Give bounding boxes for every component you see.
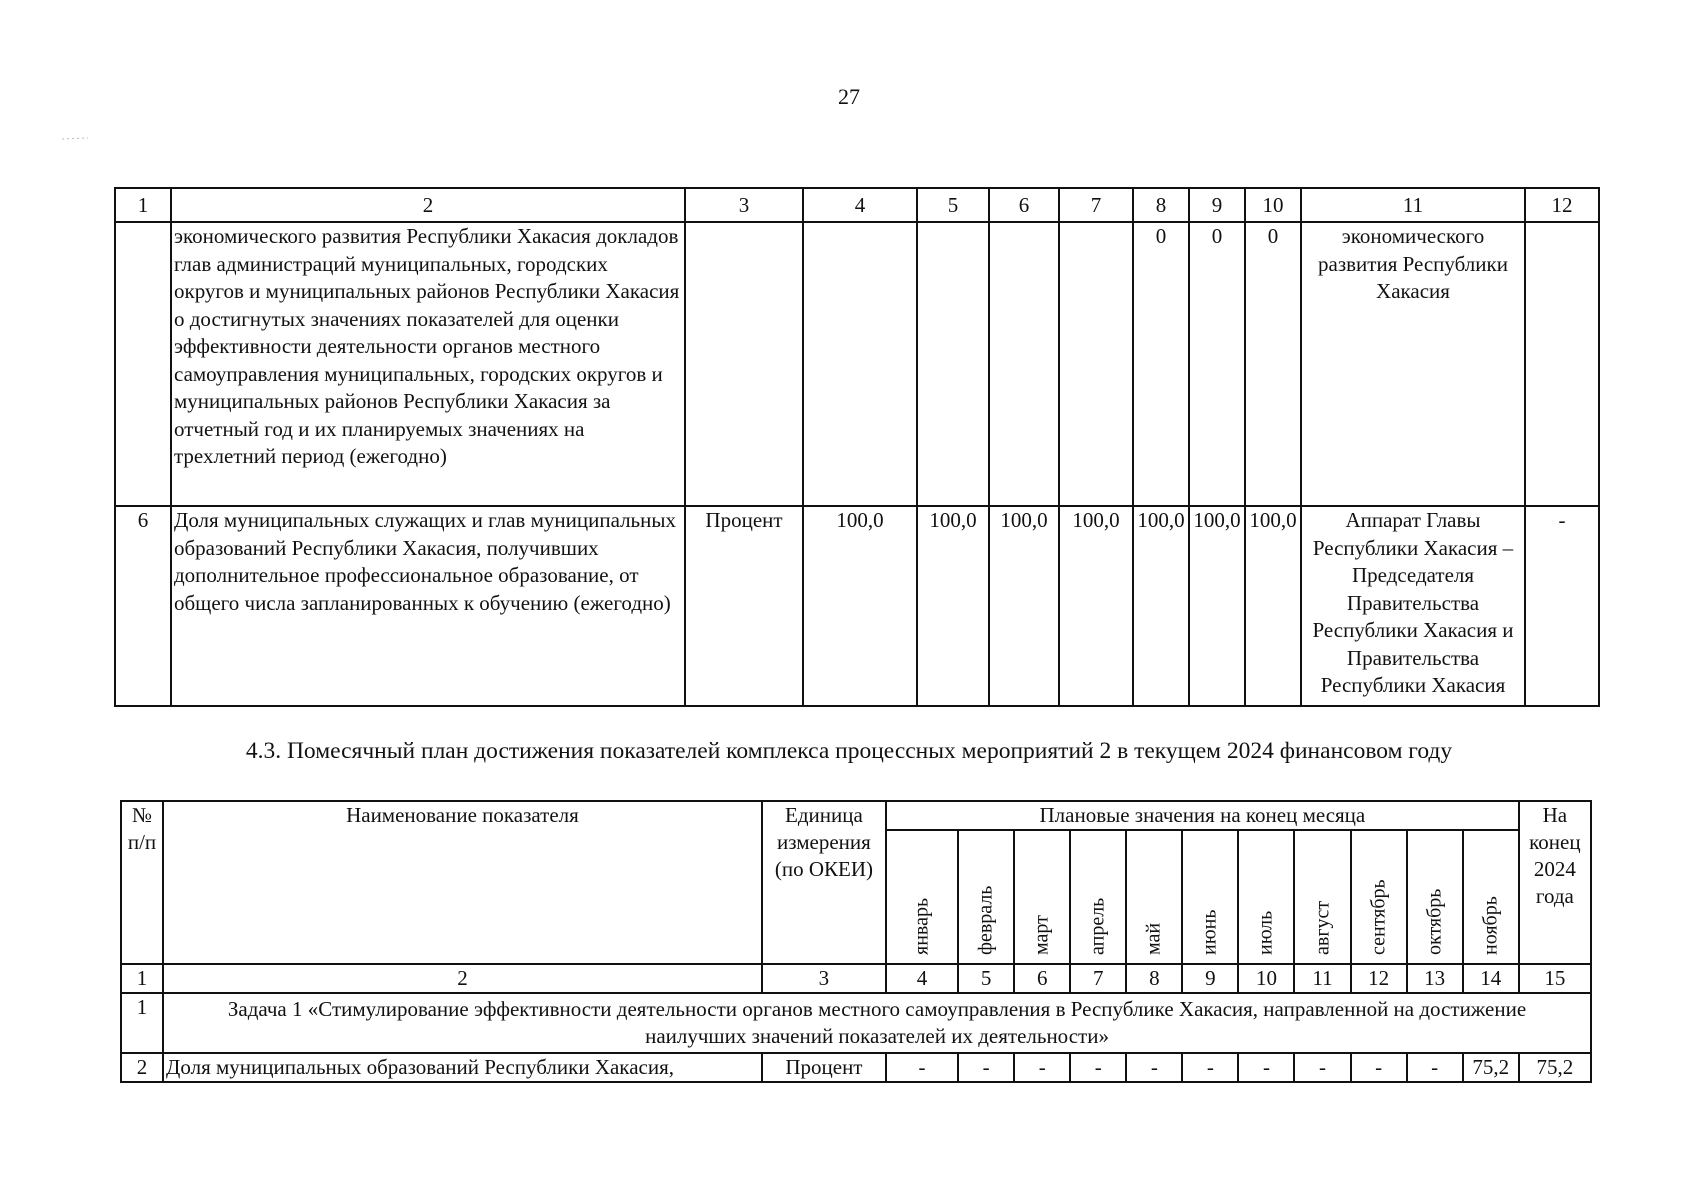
value: 100,0 [803, 506, 917, 706]
table-row [115, 506, 1599, 706]
col-index: 3 [685, 188, 803, 222]
table-row [121, 1053, 1591, 1082]
month-label: февраль [974, 885, 997, 955]
indicator-name: Доля муниципальных образований Республики Хакасия, [163, 1053, 762, 1082]
month-header [1351, 830, 1407, 964]
month-value: - [1070, 1053, 1126, 1082]
col-index: 6 [1014, 964, 1070, 993]
col-index: 10 [1238, 964, 1294, 993]
value: 100,0 [1245, 506, 1301, 706]
value [989, 222, 1059, 506]
col-index: 11 [1301, 188, 1525, 222]
col-index: 10 [1245, 188, 1301, 222]
row-number: 2 [121, 1053, 163, 1082]
month-label: ноябрь [1479, 896, 1502, 955]
unit [685, 222, 803, 506]
month-label: июль [1254, 910, 1277, 955]
month-label: май [1142, 922, 1165, 955]
col-index: 9 [1189, 188, 1245, 222]
col-index: 14 [1463, 964, 1519, 993]
col-index: 5 [958, 964, 1014, 993]
col-index: 7 [1070, 964, 1126, 993]
col-index: 8 [1126, 964, 1182, 993]
col-plan-header: Плановые значения на конец месяца [886, 801, 1519, 830]
col-end-header: На конец 2024 года [1519, 801, 1591, 964]
month-header [1182, 830, 1238, 964]
month-value: - [886, 1053, 958, 1082]
col-index: 4 [803, 188, 917, 222]
col-index: 2 [171, 188, 685, 222]
col-index: 8 [1133, 188, 1189, 222]
column-index-row [115, 188, 1599, 222]
month-header [1070, 830, 1126, 964]
value [803, 222, 917, 506]
month-header [1294, 830, 1350, 964]
indicators-table-continued [114, 187, 1600, 707]
month-value: - [1407, 1053, 1463, 1082]
responsible-body: экономического развития Республики Хакасия [1301, 222, 1525, 506]
month-label: октябрь [1423, 888, 1446, 955]
month-value: - [1014, 1053, 1070, 1082]
col-unit-header: Единица измерения (по ОКЕИ) [762, 801, 886, 964]
row-number: 1 [121, 993, 163, 1053]
indicator-name: экономического развития Республики Хакасия докладов глав администраций муниципальных, городских округов и муниципальных районов Республики Хакасия о достигнутых значениях показателей для оценки эффективности деятельности органов местного самоуправления муниципальных, городских округов и муниципальных районов Республики Хакасия за отчетный год и их планируемых значениях на трехлетний период (ежегодно) [171, 222, 685, 506]
month-label: август [1311, 900, 1333, 955]
value: 100,0 [1133, 506, 1189, 706]
month-value: - [1351, 1053, 1407, 1082]
col-index: 4 [886, 964, 958, 993]
month-label: июнь [1198, 909, 1221, 955]
value [917, 222, 989, 506]
col-index: 9 [1182, 964, 1238, 993]
value [1525, 222, 1599, 506]
task-row [121, 993, 1591, 1053]
value: 100,0 [1059, 506, 1133, 706]
month-header [1238, 830, 1294, 964]
col-index: 12 [1351, 964, 1407, 993]
col-index: 12 [1525, 188, 1599, 222]
col-index: 6 [989, 188, 1059, 222]
month-header [1407, 830, 1463, 964]
col-index: 15 [1519, 964, 1591, 993]
month-value: - [958, 1053, 1014, 1082]
month-label: сентябрь [1367, 879, 1390, 955]
month-header [1014, 830, 1070, 964]
col-index: 13 [1407, 964, 1463, 993]
value: 100,0 [1189, 506, 1245, 706]
responsible-body: Аппарат Главы Республики Хакасия – Председателя Правительства Республики Хакасия и Правительства Республики Хакасия [1301, 506, 1525, 706]
indicator-name: Доля муниципальных служащих и глав муниципальных образований Республики Хакасия, получивших дополнительное профессиональное образование, от общего числа запланированных к обучению (ежегодно) [171, 506, 685, 706]
month-value: 75,2 [1463, 1053, 1519, 1082]
month-header [958, 830, 1014, 964]
value: 100,0 [917, 506, 989, 706]
col-index: 1 [121, 964, 163, 993]
col-index: 3 [762, 964, 886, 993]
col-index: 2 [163, 964, 762, 993]
month-header [1463, 830, 1519, 964]
value: - [1525, 506, 1599, 706]
header-row [121, 801, 1591, 830]
month-header [886, 830, 958, 964]
value: 0 [1133, 222, 1189, 506]
table-row [115, 222, 1599, 506]
value: 0 [1245, 222, 1301, 506]
month-value: - [1294, 1053, 1350, 1082]
month-label: январь [910, 897, 933, 955]
month-label: апрель [1086, 897, 1109, 955]
col-index: 1 [115, 188, 171, 222]
month-label: март [1030, 915, 1053, 955]
page-number: 27 [838, 84, 860, 109]
unit: Процент [685, 506, 803, 706]
section-heading: 4.3. Помесячный план достижения показателей комплекса процессных мероприятий 2 в текущем 2024 финансовом году [245, 738, 1453, 764]
value: 100,0 [989, 506, 1059, 706]
value: 0 [1189, 222, 1245, 506]
month-value: - [1238, 1053, 1294, 1082]
column-index-row [121, 964, 1591, 993]
scan-artifact [62, 128, 88, 132]
month-value: - [1182, 1053, 1238, 1082]
unit: Процент [762, 1053, 886, 1082]
col-index: 7 [1059, 188, 1133, 222]
col-index: 11 [1294, 964, 1350, 993]
col-index: 5 [917, 188, 989, 222]
end-of-year-value: 75,2 [1519, 1053, 1591, 1082]
col-name-header: Наименование показателя [163, 801, 762, 964]
monthly-plan-table [120, 800, 1592, 1083]
value [1059, 222, 1133, 506]
month-value: - [1126, 1053, 1182, 1082]
col-number-header: № п/п [121, 801, 163, 964]
task-title: Задача 1 «Стимулирование эффективности деятельности органов местного самоуправления в Республике Хакасия, направленной на достижение наилучших значений показателей их деятельности» [163, 993, 1591, 1053]
row-number: 6 [115, 506, 171, 706]
month-header [1126, 830, 1182, 964]
row-number [115, 222, 171, 506]
